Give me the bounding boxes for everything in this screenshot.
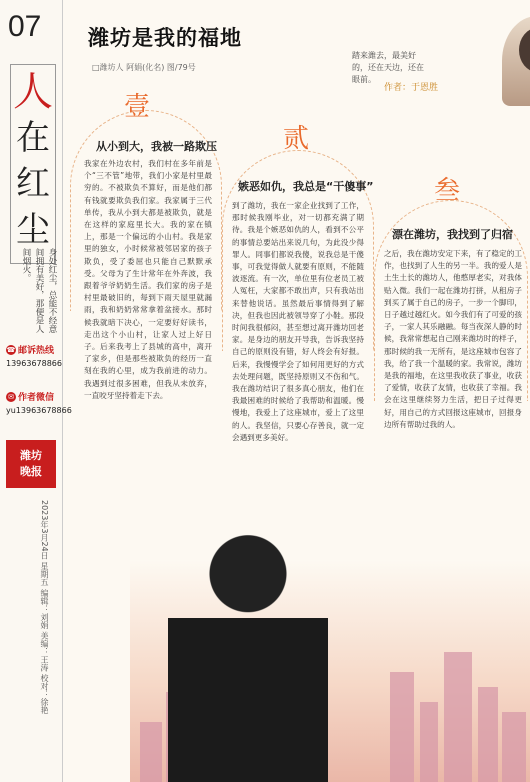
section-body: 我家在外边农村，我们村在多年前是个“三不管”地带，我们小家是村里最穷的。不被欺负不算好，而是他们都有钱就要欺负我们家。我家属于三代单传，我从小到大都是被欺负，就是在这样的家庭里长大。我的家在镇上，那是一个偏远的小山村。我是家里的独女，小时候常被邻居家的孩子欺负，受了委屈也只能自己默默承受。父母为了生计常年在外奔波，我跟着爷爷奶奶生活。我们家的房子是村里最破旧的，每到下雨天屋里就漏雨，我和奶奶常常拿着盆接水。那时候我就暗下决心，一定要好好读书，走出这个小山村，让家人过上好日子。后来我考上了县城的高中，离开了家乡，但是那些被欺负的经历一直刻在我的心里，成为我前进的动力。我遇到过很多困难，但我从未放弃，一直咬牙坚持着走下去。 (84, 159, 212, 400)
author-poem: 踏来潍去，最美好的，还在天边，还在眼前。 (352, 51, 424, 84)
column-motto: 身处红尘，总能不经意间拥有美好，那便是人间烟火。 (21, 248, 57, 333)
column-title-char: 在 (16, 118, 50, 158)
author-name: 作者：于恩胜 (384, 83, 439, 93)
hotline-value: 13963678866 (6, 359, 62, 368)
section-heading: 从小到大，我被一路欺压 (96, 140, 217, 153)
wechat-icon: ✉ (6, 392, 16, 402)
sidebar (0, 0, 72, 782)
author-portrait (502, 16, 530, 106)
hotline-label: 邮诉热线 (18, 346, 55, 356)
newspaper-logo (6, 440, 56, 488)
column-title-char: 尘 (16, 210, 50, 250)
column-title-char: 红 (16, 164, 50, 204)
wechat-value: yu13963678866 (6, 406, 72, 415)
section-numeral: 贰 (283, 124, 310, 154)
column-title (10, 64, 56, 264)
article-byline: □潍坊人 阿娟(化名) 图/79号 (92, 63, 196, 72)
section-heading: 漂在潍坊，我找到了归宿 (392, 228, 513, 241)
wechat-label: 作者微信 (18, 393, 55, 403)
page-number: 07 (8, 10, 42, 43)
hotline-block (6, 343, 62, 368)
section-body: 之后，我在潍坊安定下来，有了稳定的工作，也找到了人生的另一半。我的爱人是土生土长的潍坊人，他憨厚老实，对我体贴入微。我们一起在潍坊打拼，从租房子到买了属于自己的房子，一步一个脚印，日子越过越红火。如今我们有了可爱的孩子，一家人其乐融融。每当夜深人静的时候，我常常想起自己刚来潍坊时的样子，那时候的我一无所有，是这座城市包容了我，给了我一个温暖的家。我常说，潍坊是我的福地，在这里我收获了事业，收获了爱情，收获了友情，也收获了幸福。我会在这里继续努力生活，把日子过得更好，用自己的方式回报这座城市，回报身边所有帮助过我的人。 (384, 249, 522, 429)
section-heading: 嫉恶如仇，我总是“干傻事” (238, 180, 374, 193)
section-numeral: 壹 (124, 92, 151, 122)
section-numeral: 叁 (434, 176, 461, 206)
phone-icon: ☎ (6, 345, 16, 354)
page-credits: 2023年3月24日 星期五 编辑：刘娟 美编：王涛 校对：徐艳 (40, 500, 49, 714)
section-body: 到了潍坊，我在一家企业找到了工作，那时候我刚毕业，对一切都充满了期待。我是个嫉恶如仇的人，看到不公平的事情总要站出来说几句，为此没少得罪人。同事们都说我傻，说我总是干傻事，可我觉得做人就要有原则，不能随波逐流。有一次，单位里有位老员工被人冤枉，大家都不敢出声，只有我站出来替他说话。虽然最后事情得到了解决，但我也因此被领导穿了小鞋。那段时间我很郁闷，甚至想过离开潍坊回老家。是身边的朋友开导我，告诉我坚持自己的原则没有错，好人终会有好报。后来，我慢慢学会了如何用更好的方式去处理问题，既坚持原则又不伤和气。我在潍坊结识了很多真心朋友，他们在我最困难的时候给了我帮助和温暖。慢慢地，我爱上了这座城市，爱上了这里的人。我坚信，只要心存善良，就一定会遇到更多美好。 (232, 201, 364, 442)
column-title-char: 人 (13, 69, 53, 115)
wechat-block (6, 390, 72, 415)
logo-line: 潍坊 (20, 449, 42, 462)
logo-line: 晚报 (20, 465, 42, 478)
article-title: 潍坊是我的福地 (88, 26, 242, 50)
